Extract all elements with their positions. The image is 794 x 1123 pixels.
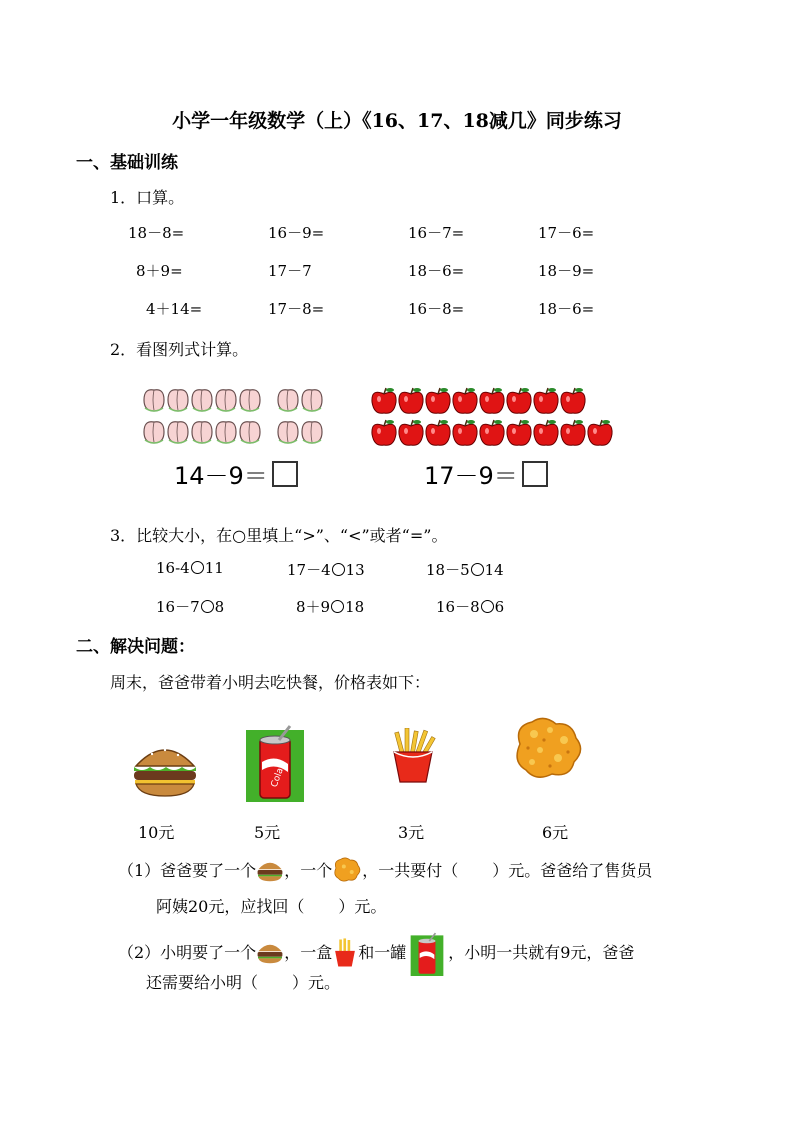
apple-equation-text: 17－9＝ [424,462,518,490]
compare-item [287,559,365,580]
cola-can-icon [410,932,444,980]
peach-icon [144,422,164,443]
french-fries-icon [332,938,358,972]
apple-icon [426,388,450,413]
calc-cell: 17－7 [268,262,312,280]
peach-picture [140,378,350,488]
apple-equation [424,456,548,491]
calc-cell: 16－8= [408,300,465,318]
apple-icon [480,420,504,445]
compare-left: 16－8 [436,598,480,616]
question-3-label: 3．比较大小，在○里填上“>”、“<”或者“=”。 [110,526,448,545]
section-basic-training: 一、基础训练 [76,153,178,173]
problem-2-text: 和一罐 [358,943,407,962]
fried-chicken-icon [332,856,362,888]
compare-item [426,559,504,580]
problem-intro: 周末，爸爸带着小明去吃快餐，价格表如下： [110,673,431,692]
hamburger-icon [256,940,284,968]
apple-icon [399,420,423,445]
apple-icon [399,388,423,413]
answer-box[interactable] [272,461,298,487]
compare-item [156,559,224,577]
compare-item [436,596,504,617]
calc-cell: 17－8= [268,300,325,318]
peach-icon [216,422,236,443]
problem-1-line-2 [156,894,386,917]
problem-1-text: （1）爸爸要了一个 [118,861,257,880]
fried-chicken-icon [510,714,586,784]
question-2-label: 2．看图列式计算。 [110,340,249,359]
problem-2-text: ，小明一共就有9元，爸爸 [448,943,635,962]
svg-text:Cola: Cola [269,766,286,789]
compare-circle[interactable] [471,563,484,576]
calc-cell: 18－8= [128,224,185,242]
compare-circle[interactable] [332,563,345,576]
apple-icon [588,420,612,445]
apple-picture [368,378,626,488]
problem-2-line-2 [146,970,340,993]
price-chicken: 6元 [542,823,569,842]
peach-icon [168,390,188,411]
calc-cell: 16－7= [408,224,465,242]
compare-right: 18 [345,598,365,616]
peach-equation [174,456,298,491]
compare-left: 16－7 [156,598,200,616]
hamburger-icon [130,738,200,798]
french-fries-icon [388,728,438,784]
peach-icon [240,390,260,411]
compare-circle[interactable] [331,600,344,613]
apple-icon [372,420,396,445]
compare-left: 18－5 [426,561,470,579]
problem-2-text: ，一盒 [284,943,333,962]
price-fries: 3元 [398,823,425,842]
peach-icon [216,390,236,411]
section-problem-solving: 二、解决问题： [76,637,195,657]
calc-cell: 18－6= [408,262,465,280]
problem-1-line-1 [118,856,652,888]
calc-cell: 18－9= [538,262,595,280]
compare-right: 11 [204,559,224,577]
peach-icon [168,422,188,443]
peach-icon [278,422,298,443]
peach-icon [144,390,164,411]
apple-icon [372,388,396,413]
problem-2-text: （2）小明要了一个 [118,943,257,962]
peach-icon [192,390,212,411]
price-hamburger: 10元 [138,823,175,842]
compare-right: 8 [214,598,225,616]
calc-cell: 4＋14= [146,300,203,318]
apple-icon [453,388,477,413]
calc-cell: 17－6= [538,224,595,242]
apple-icon [426,420,450,445]
apple-icon [534,388,558,413]
compare-left: 16-4 [156,559,190,577]
compare-circle[interactable] [201,600,214,613]
peach-icon [240,422,260,443]
compare-right: 13 [345,561,365,579]
apple-icon [561,388,585,413]
page-title: 小学一年级数学（上）《16、17、18减几》同步练习 [172,110,622,132]
price-cola: 5元 [254,823,281,842]
compare-left: 17－4 [287,561,331,579]
problem-1-text: ）元。爸爸给了售货员 [492,861,653,880]
peach-icon [278,390,298,411]
problem-1-text: ，一共要付（ [362,861,459,880]
problem-1-text: ）元。 [338,897,387,916]
apple-icon [507,420,531,445]
apple-icon [561,420,585,445]
compare-circle[interactable] [481,600,494,613]
compare-circle[interactable] [191,561,204,574]
calc-cell: 8＋9= [136,262,183,280]
peach-icon [302,422,322,443]
cola-can-icon [246,724,304,802]
compare-item [296,596,364,617]
problem-2-text: ）元。 [292,973,341,992]
compare-right: 14 [484,561,504,579]
answer-box[interactable] [522,461,548,487]
calc-cell: 16－9= [268,224,325,242]
question-1-label: 1．口算。 [110,188,185,207]
apple-icon [453,420,477,445]
problem-1-text: ，一个 [284,861,333,880]
apple-icon [507,388,531,413]
peach-equation-text: 14－9＝ [174,462,268,490]
apple-icon [534,420,558,445]
hamburger-icon [256,858,284,886]
compare-item [156,596,224,617]
compare-right: 6 [494,598,505,616]
calc-cell: 18－6= [538,300,595,318]
problem-1-text: 阿姨20元，应找回（ [156,897,305,916]
compare-left: 8＋9 [296,598,331,616]
peach-icon [302,390,322,411]
problem-2-text: 还需要给小明（ [146,973,259,992]
apple-icon [480,388,504,413]
peach-icon [192,422,212,443]
